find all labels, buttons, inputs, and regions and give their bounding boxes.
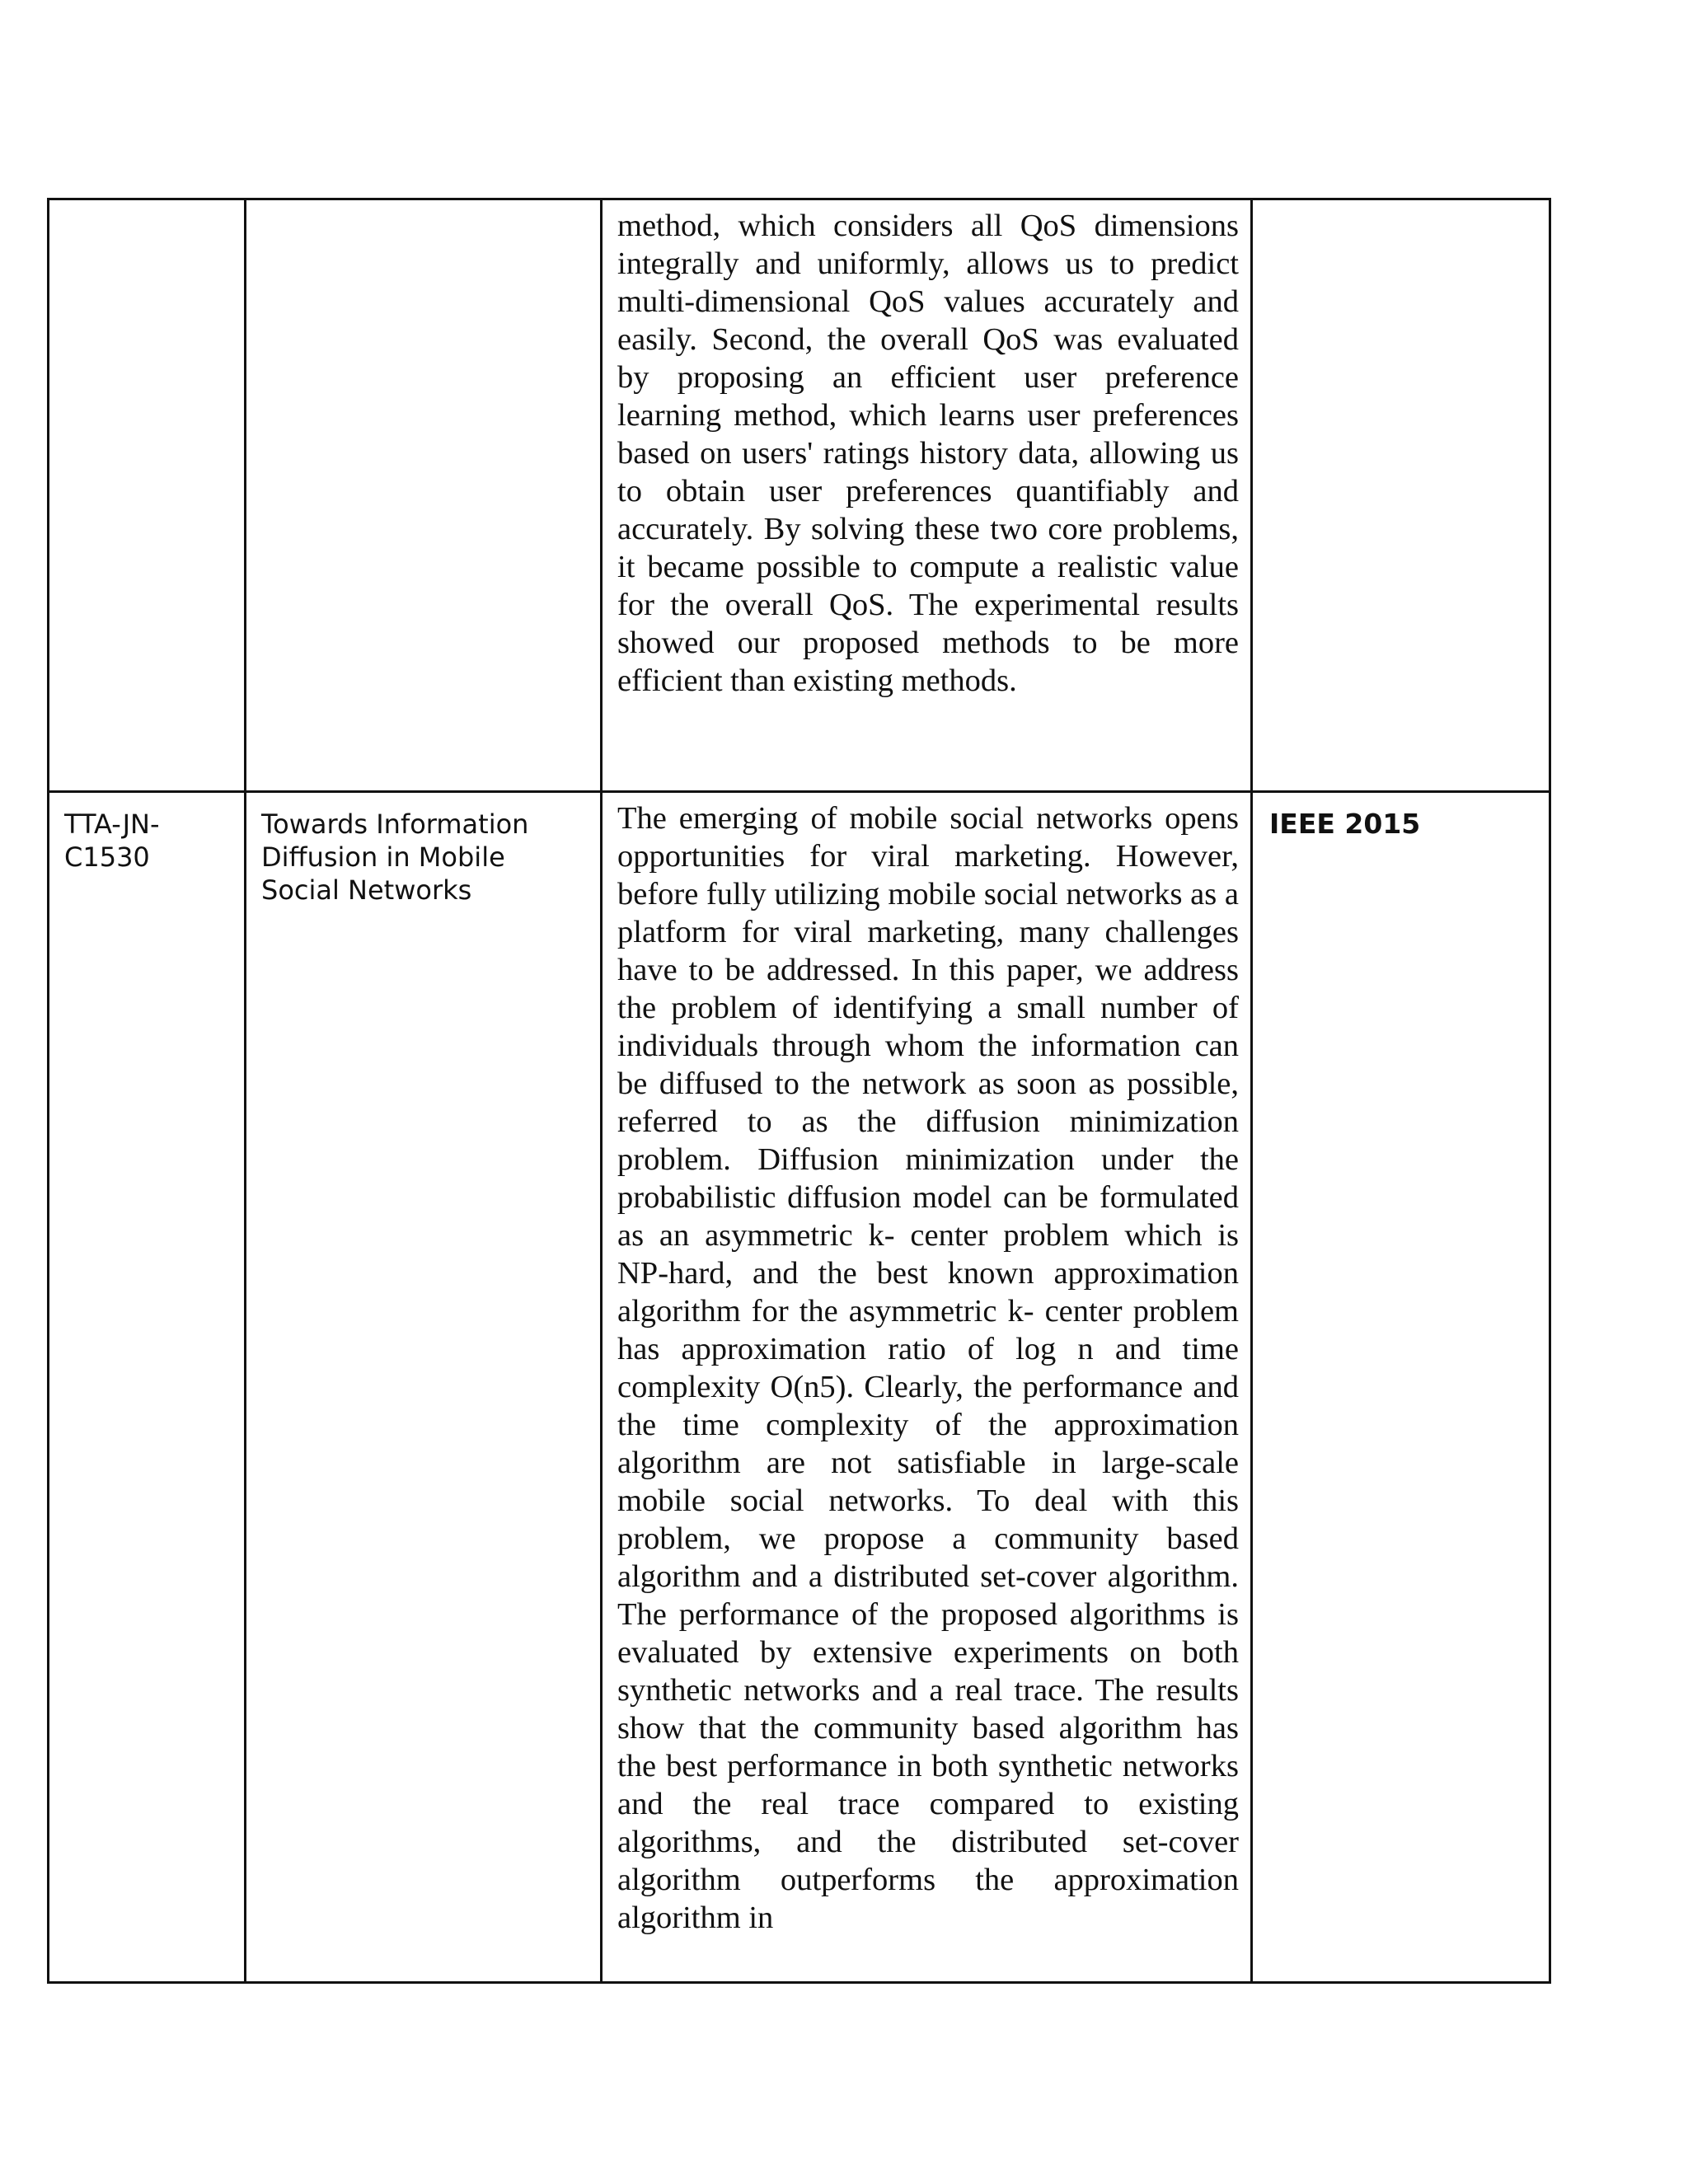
project-year-cell: IEEE 2015 [1252, 792, 1550, 1983]
project-title-cell [246, 199, 602, 792]
project-year-cell [1252, 199, 1550, 792]
project-title-cell: Towards Information Diffusion in Mobile Social Networks [246, 792, 602, 1983]
table-row [49, 792, 1550, 1983]
project-table [47, 198, 1551, 1984]
project-abstract-cell: The emerging of mobile social networks opens opportunities for viral marketing. However, before fully utilizing mobile social networks as a platform for viral marketing, many challenges have to be addressed. In this paper, we address the problem of identifying a small number of individuals through whom the information can be diffused to the network as soon as possible, referred to as the diffusion minimization problem. Diffusion minimization under the probabilistic diffusion model can be formulated as an asymmetric k- center problem which is NP-hard, and the best known approximation algorithm for the asymmetric k- center problem has approximation ratio of log n and time complexity O(n5). Clearly, the performance and the time complexity of the approximation algorithm are not satisfiable in large-scale mobile social networks. To deal with this problem, we propose a community based algorithm and a distributed set-cover algorithm. The performance of the proposed algorithms is evaluated by extensive experiments on both synthetic networks and a real trace. The results show that the community based algorithm has the best performance in both synthetic networks and the real trace compared to existing algorithms, and the distributed set-cover algorithm outperforms the approximation algorithm in [602, 792, 1252, 1983]
project-abstract-cell: method, which considers all QoS dimensions integrally and uniformly, allows us to predict multi-dimensional QoS values accurately and easily. Second, the overall QoS was evaluated by proposing an efficient user preference learning method, which learns user preferences based on users' ratings history data, allowing us to obtain user preferences quantifiably and accurately. By solving these two core problems, it became possible to compute a realistic value for the overall QoS. The experimental results showed our proposed methods to be more efficient than existing methods. [602, 199, 1252, 792]
project-id-cell [49, 199, 246, 792]
project-id-cell: TTA-JN-C1530 [49, 792, 246, 1983]
table-row [49, 199, 1550, 792]
